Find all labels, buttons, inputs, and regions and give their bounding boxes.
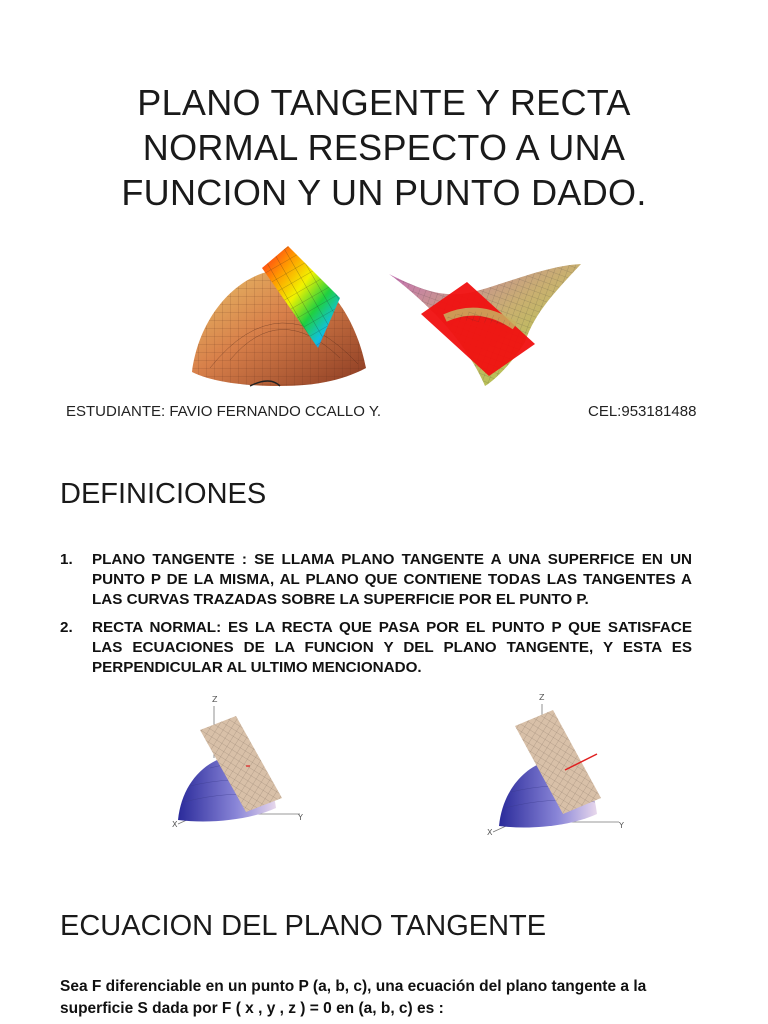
equation-heading: ECUACION DEL PLANO TANGENTE — [60, 910, 547, 942]
dome-normal-line-figure — [485, 688, 635, 838]
student-name: ESTUDIANTE: FAVIO FERNANDO CCALLO Y. — [66, 403, 382, 420]
paragraph-line-1: Sea F diferenciable en un punto P (a, b, c), una ecuación del plano tangente a la — [60, 978, 647, 995]
title-line-2: NORMAL RESPECTO A UNA — [142, 127, 626, 168]
definition-text: PLANO TANGENTE : SE LLAMA PLANO TANGENTE A UNA SUPERFICE EN UN PUNTO P DE LA MISMA, AL PLANO QUE CONTIENE TODAS LAS TANGENTES A LAS CURVAS TRAZADAS SOBRE LA SUPERFICIE POR EL PUNTO P. — [92, 551, 692, 608]
definition-text: RECTA NORMAL: ES LA RECTA QUE PASA POR EL PUNTO P QUE SATISFACE LAS ECUACIONES DE LA FUNCION Y DEL PLANO TANGENTE, Y ESTA ES PERPENDICULAR AL ULTIMO MENCIONADO. — [92, 619, 692, 676]
z-axis-label: Z — [212, 695, 218, 704]
definitions-heading: DEFINICIONES — [60, 478, 267, 510]
paragraph-line-2: superficie S dada por F ( x , y , z ) = 0 en (a, b, c) es : — [60, 1000, 444, 1017]
title-line-1: PLANO TANGENTE Y RECTA — [137, 82, 631, 123]
y-axis-label: Y — [619, 821, 624, 830]
phone-number: CEL:953181488 — [588, 403, 697, 420]
definition-item — [60, 550, 692, 610]
definition-number: 2. — [60, 619, 73, 636]
saddle-tangent-plane-figure — [385, 262, 585, 390]
definitions-list — [60, 550, 692, 686]
title-line-3: FUNCION Y UN PUNTO DADO. — [121, 172, 647, 213]
x-axis-label: X — [487, 828, 493, 837]
y-axis-label: Y — [298, 813, 303, 822]
definition-number: 1. — [60, 551, 73, 568]
x-axis-label: X — [172, 820, 178, 829]
equation-paragraph — [60, 976, 710, 1020]
definition-item — [60, 618, 692, 678]
paraboloid-tangent-plane-figure — [190, 240, 370, 390]
dome-plane-figure — [170, 690, 320, 830]
page-title — [84, 80, 684, 215]
z-axis-label: Z — [539, 693, 545, 702]
